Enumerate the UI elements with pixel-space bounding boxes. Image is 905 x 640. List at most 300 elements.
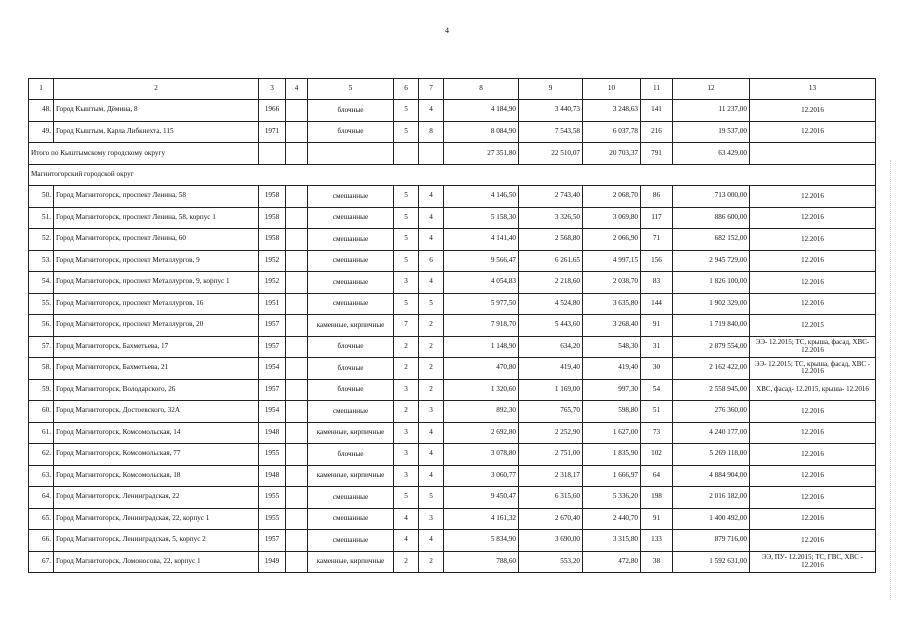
residential-area-cell: 598,80 [583, 401, 641, 423]
address-cell: Город Магнитогорск, Ленинградская, 5, корпус 2 [54, 530, 259, 552]
total-area-cell: 470,80 [444, 358, 519, 380]
wall-material-cell: блочные [308, 121, 394, 143]
row-number: 61. [29, 422, 54, 444]
residents-cell: 51 [641, 401, 673, 423]
table-row [29, 379, 876, 401]
residential-area-cell: 6 037,78 [583, 121, 641, 143]
floors-cell: 3 [394, 272, 419, 294]
repair-term-cell: 12.2016 [750, 465, 876, 487]
repair-term-cell: 12.2016 [750, 229, 876, 251]
wall-material-cell: смешанные [308, 401, 394, 423]
residential-area-cell: 3 268,40 [583, 315, 641, 337]
floors-cell: 2 [394, 551, 419, 573]
col-number-5: 5 [308, 79, 394, 100]
residents-cell: 71 [641, 229, 673, 251]
col-number-1: 1 [29, 79, 54, 100]
empty-cell [286, 250, 308, 272]
page-number: 4 [445, 26, 449, 35]
residents-cell: 91 [641, 315, 673, 337]
cost-cell: 276 360,00 [673, 401, 750, 423]
empty-cell [286, 229, 308, 251]
repair-term-cell: 12.2016 [750, 100, 876, 122]
living-area-cell: 765,70 [519, 401, 583, 423]
table-row [29, 358, 876, 380]
subtotal-total-area: 27 351,80 [444, 143, 519, 165]
entrances-cell: 4 [419, 186, 444, 208]
empty-cell [286, 100, 308, 122]
empty-cell [259, 143, 286, 165]
wall-material-cell: блочные [308, 100, 394, 122]
repair-term-cell: 12.2016 [750, 422, 876, 444]
living-area-cell: 2 568,80 [519, 229, 583, 251]
address-cell: Город Магнитогорск, Володарского, 26 [54, 379, 259, 401]
entrances-cell: 4 [419, 422, 444, 444]
entrances-cell: 4 [419, 465, 444, 487]
year-cell: 1952 [259, 272, 286, 294]
year-cell: 1957 [259, 530, 286, 552]
empty-cell [286, 508, 308, 530]
table-row [29, 444, 876, 466]
row-number: 48. [29, 100, 54, 122]
table-row [29, 530, 876, 552]
table-row [29, 250, 876, 272]
row-number: 55. [29, 293, 54, 315]
total-area-cell: 4 054,83 [444, 272, 519, 294]
floors-cell: 2 [394, 358, 419, 380]
residents-cell: 83 [641, 272, 673, 294]
wall-material-cell: каменные, кирпичные [308, 551, 394, 573]
residential-area-cell: 1 627,00 [583, 422, 641, 444]
residential-area-cell: 2 066,90 [583, 229, 641, 251]
wall-material-cell: смешанные [308, 293, 394, 315]
residential-area-cell: 4 997,15 [583, 250, 641, 272]
total-area-cell: 1 320,60 [444, 379, 519, 401]
repair-term-cell: 12.2016 [750, 272, 876, 294]
cost-cell: 879 716,00 [673, 530, 750, 552]
residents-cell: 30 [641, 358, 673, 380]
residential-area-cell: 3 248,63 [583, 100, 641, 122]
year-cell: 1958 [259, 229, 286, 251]
col-number-12: 12 [673, 79, 750, 100]
col-number-11: 11 [641, 79, 673, 100]
entrances-cell: 6 [419, 250, 444, 272]
residential-area-cell: 3 635,80 [583, 293, 641, 315]
wall-material-cell: блочные [308, 379, 394, 401]
empty-cell [286, 444, 308, 466]
total-area-cell: 788,60 [444, 551, 519, 573]
year-cell: 1955 [259, 444, 286, 466]
living-area-cell: 634,20 [519, 336, 583, 358]
cost-cell: 4 240 177,00 [673, 422, 750, 444]
floors-cell: 2 [394, 336, 419, 358]
year-cell: 1955 [259, 487, 286, 509]
repair-term-cell: ЭЭ- 12.2015; ТС, крыша, фасад, ХВС- 12.2016 [750, 336, 876, 358]
entrances-cell: 4 [419, 229, 444, 251]
empty-cell [286, 358, 308, 380]
address-cell: Город Кыштым, Дёмина, 8 [54, 100, 259, 122]
table-row [29, 207, 876, 229]
entrances-cell: 2 [419, 379, 444, 401]
table-row [29, 315, 876, 337]
address-cell: Город Магнитогорск, Комсомольская, 18 [54, 465, 259, 487]
residents-cell: 73 [641, 422, 673, 444]
wall-material-cell: блочные [308, 336, 394, 358]
row-number: 49. [29, 121, 54, 143]
year-cell: 1955 [259, 508, 286, 530]
row-number: 56. [29, 315, 54, 337]
table-row [29, 293, 876, 315]
repair-term-cell: 12.2016 [750, 487, 876, 509]
address-cell: Город Магнитогорск, Комсомольская, 14 [54, 422, 259, 444]
total-area-cell: 2 692,80 [444, 422, 519, 444]
address-cell: Город Магнитогорск, проспект Металлургов, 16 [54, 293, 259, 315]
wall-material-cell: смешанные [308, 186, 394, 208]
address-cell: Город Магнитогорск, Ломоносова, 22, корпус 1 [54, 551, 259, 573]
table-row [29, 465, 876, 487]
table-row [29, 100, 876, 122]
housing-register-table [28, 78, 876, 573]
row-number: 53. [29, 250, 54, 272]
cost-cell: 1 592 631,00 [673, 551, 750, 573]
living-area-cell: 2 751,00 [519, 444, 583, 466]
residential-area-cell: 3 069,80 [583, 207, 641, 229]
total-area-cell: 9 450,47 [444, 487, 519, 509]
total-area-cell: 892,30 [444, 401, 519, 423]
total-area-cell: 4 141,40 [444, 229, 519, 251]
cost-cell: 2 945 729,00 [673, 250, 750, 272]
repair-term-cell: 12.2016 [750, 444, 876, 466]
living-area-cell: 7 543,58 [519, 121, 583, 143]
wall-material-cell: каменные, кирпичные [308, 315, 394, 337]
wall-material-cell: каменные, кирпичные [308, 422, 394, 444]
year-cell: 1949 [259, 551, 286, 573]
residential-area-cell: 5 336,20 [583, 487, 641, 509]
living-area-cell: 2 318,17 [519, 465, 583, 487]
section-header-row [29, 165, 876, 186]
year-cell: 1957 [259, 315, 286, 337]
year-cell: 1958 [259, 186, 286, 208]
floors-cell: 4 [394, 508, 419, 530]
address-cell: Город Магнитогорск, проспект Ленина, 60 [54, 229, 259, 251]
cost-cell: 4 884 904,00 [673, 465, 750, 487]
repair-term-cell: 12.2015 [750, 315, 876, 337]
entrances-cell: 3 [419, 508, 444, 530]
row-number: 59. [29, 379, 54, 401]
cost-cell: 682 152,00 [673, 229, 750, 251]
address-cell: Город Магнитогорск, Ленинградская, 22, корпус 1 [54, 508, 259, 530]
year-cell: 1957 [259, 379, 286, 401]
empty-cell [286, 465, 308, 487]
residents-cell: 102 [641, 444, 673, 466]
wall-material-cell: смешанные [308, 207, 394, 229]
address-cell: Город Магнитогорск, проспект Металлургов, 9, корпус 1 [54, 272, 259, 294]
empty-cell [286, 207, 308, 229]
table-row [29, 229, 876, 251]
living-area-cell: 3 690,00 [519, 530, 583, 552]
living-area-cell: 419,40 [519, 358, 583, 380]
entrances-cell: 4 [419, 530, 444, 552]
entrances-cell: 5 [419, 487, 444, 509]
year-cell: 1951 [259, 293, 286, 315]
col-number-10: 10 [583, 79, 641, 100]
total-area-cell: 4 161,32 [444, 508, 519, 530]
wall-material-cell: смешанные [308, 530, 394, 552]
row-number: 50. [29, 186, 54, 208]
residents-cell: 38 [641, 551, 673, 573]
residential-area-cell: 472,80 [583, 551, 641, 573]
row-number: 57. [29, 336, 54, 358]
cost-cell: 1 902 329,00 [673, 293, 750, 315]
living-area-cell: 6 315,60 [519, 487, 583, 509]
repair-term-cell: 12.2016 [750, 293, 876, 315]
floors-cell: 7 [394, 315, 419, 337]
residents-cell: 117 [641, 207, 673, 229]
col-number-8: 8 [444, 79, 519, 100]
table-row [29, 551, 876, 573]
total-area-cell: 1 148,90 [444, 336, 519, 358]
total-area-cell: 3 060,77 [444, 465, 519, 487]
table-row [29, 272, 876, 294]
year-cell: 1971 [259, 121, 286, 143]
floors-cell: 3 [394, 379, 419, 401]
repair-term-cell: 12.2016 [750, 401, 876, 423]
entrances-cell: 4 [419, 207, 444, 229]
section-title: Магнитогорский городской округ [29, 165, 876, 186]
table-row [29, 401, 876, 423]
year-cell: 1952 [259, 250, 286, 272]
residents-cell: 54 [641, 379, 673, 401]
residential-area-cell: 2 068,70 [583, 186, 641, 208]
total-area-cell: 5 834,90 [444, 530, 519, 552]
address-cell: Город Магнитогорск, Бахметьева, 17 [54, 336, 259, 358]
living-area-cell: 3 326,50 [519, 207, 583, 229]
wall-material-cell: смешанные [308, 272, 394, 294]
residential-area-cell: 548,30 [583, 336, 641, 358]
living-area-cell: 5 443,60 [519, 315, 583, 337]
empty-cell [286, 422, 308, 444]
col-number-3: 3 [259, 79, 286, 100]
living-area-cell: 2 252,90 [519, 422, 583, 444]
year-cell: 1966 [259, 100, 286, 122]
empty-cell [286, 530, 308, 552]
wall-material-cell: смешанные [308, 250, 394, 272]
address-cell: Город Магнитогорск, проспект Металлургов, 20 [54, 315, 259, 337]
cost-cell: 19 537,00 [673, 121, 750, 143]
address-cell: Город Магнитогорск, Ленинградская, 22 [54, 487, 259, 509]
total-area-cell: 8 084,90 [444, 121, 519, 143]
row-number: 64. [29, 487, 54, 509]
year-cell: 1948 [259, 422, 286, 444]
floors-cell: 3 [394, 465, 419, 487]
entrances-cell: 3 [419, 401, 444, 423]
cost-cell: 2 879 554,00 [673, 336, 750, 358]
wall-material-cell: смешанные [308, 229, 394, 251]
row-number: 67. [29, 551, 54, 573]
floors-cell: 2 [394, 401, 419, 423]
col-number-6: 6 [394, 79, 419, 100]
residents-cell: 156 [641, 250, 673, 272]
residents-cell: 198 [641, 487, 673, 509]
living-area-cell: 553,20 [519, 551, 583, 573]
cost-cell: 11 237,00 [673, 100, 750, 122]
repair-term-cell: 12.2016 [750, 530, 876, 552]
empty-cell [750, 143, 876, 165]
cost-cell: 5 269 118,00 [673, 444, 750, 466]
living-area-cell: 2 743,40 [519, 186, 583, 208]
residents-cell: 31 [641, 336, 673, 358]
floors-cell: 3 [394, 444, 419, 466]
residents-cell: 216 [641, 121, 673, 143]
column-number-row [29, 79, 876, 100]
empty-cell [286, 336, 308, 358]
repair-term-cell: 12.2016 [750, 250, 876, 272]
floors-cell: 5 [394, 186, 419, 208]
cost-cell: 2 162 422,00 [673, 358, 750, 380]
living-area-cell: 3 440,73 [519, 100, 583, 122]
table-row [29, 121, 876, 143]
table-row [29, 508, 876, 530]
entrances-cell: 2 [419, 358, 444, 380]
empty-cell [286, 315, 308, 337]
empty-cell [286, 487, 308, 509]
repair-term-cell: ЭЭ- 12.2015; ТС, крыша, фасад, ХВС - 12.2016 [750, 358, 876, 380]
empty-cell [286, 379, 308, 401]
floors-cell: 5 [394, 207, 419, 229]
floors-cell: 5 [394, 293, 419, 315]
floors-cell: 5 [394, 100, 419, 122]
empty-cell [286, 121, 308, 143]
residential-area-cell: 997,30 [583, 379, 641, 401]
subtotal-cost: 63 429,00 [673, 143, 750, 165]
living-area-cell: 4 524,80 [519, 293, 583, 315]
total-area-cell: 9 566,47 [444, 250, 519, 272]
entrances-cell: 8 [419, 121, 444, 143]
empty-cell [308, 143, 394, 165]
residential-area-cell: 419,40 [583, 358, 641, 380]
entrances-cell: 4 [419, 272, 444, 294]
col-number-13: 13 [750, 79, 876, 100]
row-number: 58. [29, 358, 54, 380]
wall-material-cell: каменные, кирпичные [308, 465, 394, 487]
cost-cell: 2 016 182,00 [673, 487, 750, 509]
floors-cell: 5 [394, 121, 419, 143]
address-cell: Город Магнитогорск, Комсомольская, 77 [54, 444, 259, 466]
row-number: 62. [29, 444, 54, 466]
residents-cell: 144 [641, 293, 673, 315]
empty-cell [419, 143, 444, 165]
empty-cell [286, 186, 308, 208]
subtotal-residential-area: 20 703,37 [583, 143, 641, 165]
row-number: 60. [29, 401, 54, 423]
wall-material-cell: блочные [308, 358, 394, 380]
empty-cell [286, 272, 308, 294]
residential-area-cell: 1 835,90 [583, 444, 641, 466]
year-cell: 1958 [259, 207, 286, 229]
entrances-cell: 5 [419, 293, 444, 315]
repair-term-cell: ХВС, фасад- 12.2015, крыша- 12.2016 [750, 379, 876, 401]
year-cell: 1954 [259, 401, 286, 423]
table-row [29, 422, 876, 444]
subtotal-living-area: 22 510,07 [519, 143, 583, 165]
col-number-7: 7 [419, 79, 444, 100]
entrances-cell: 2 [419, 336, 444, 358]
wall-material-cell: блочные [308, 444, 394, 466]
residents-cell: 86 [641, 186, 673, 208]
row-number: 66. [29, 530, 54, 552]
empty-cell [286, 293, 308, 315]
repair-term-cell: ЭЭ, ПУ- 12.2015; ТС, ГВС, ХВС - 12.2016 [750, 551, 876, 573]
cost-cell: 713 000,00 [673, 186, 750, 208]
floors-cell: 5 [394, 229, 419, 251]
residential-area-cell: 2 440,70 [583, 508, 641, 530]
table-body [29, 79, 876, 573]
residential-area-cell: 2 038,70 [583, 272, 641, 294]
year-cell: 1954 [259, 358, 286, 380]
cost-cell: 1 400 492,00 [673, 508, 750, 530]
living-area-cell: 6 261,65 [519, 250, 583, 272]
table-row [29, 487, 876, 509]
floors-cell: 3 [394, 422, 419, 444]
empty-cell [394, 143, 419, 165]
repair-term-cell: 12.2016 [750, 207, 876, 229]
entrances-cell: 2 [419, 315, 444, 337]
address-cell: Город Магнитогорск, проспект Металлургов, 9 [54, 250, 259, 272]
table-row [29, 186, 876, 208]
living-area-cell: 1 169,00 [519, 379, 583, 401]
entrances-cell: 4 [419, 100, 444, 122]
subtotal-row [29, 143, 876, 165]
cost-cell: 2 558 945,00 [673, 379, 750, 401]
floors-cell: 4 [394, 530, 419, 552]
total-area-cell: 7 918,70 [444, 315, 519, 337]
repair-term-cell: 12.2016 [750, 508, 876, 530]
wall-material-cell: смешанные [308, 508, 394, 530]
floors-cell: 5 [394, 487, 419, 509]
address-cell: Город Магнитогорск, проспект Ленина, 58 [54, 186, 259, 208]
subtotal-label: Итого по Кыштымскому городскому округу [29, 143, 259, 165]
row-number: 51. [29, 207, 54, 229]
year-cell: 1948 [259, 465, 286, 487]
empty-cell [286, 143, 308, 165]
cost-cell: 1 826 100,00 [673, 272, 750, 294]
residents-cell: 91 [641, 508, 673, 530]
residents-cell: 141 [641, 100, 673, 122]
empty-cell [286, 401, 308, 423]
row-number: 54. [29, 272, 54, 294]
repair-term-cell: 12.2016 [750, 121, 876, 143]
total-area-cell: 3 078,80 [444, 444, 519, 466]
total-area-cell: 5 977,50 [444, 293, 519, 315]
repair-term-cell: 12.2016 [750, 186, 876, 208]
total-area-cell: 5 158,30 [444, 207, 519, 229]
living-area-cell: 2 218,60 [519, 272, 583, 294]
table-row [29, 336, 876, 358]
floors-cell: 5 [394, 250, 419, 272]
wall-material-cell: смешанные [308, 487, 394, 509]
subtotal-residents: 791 [641, 143, 673, 165]
address-cell: Город Магнитогорск, проспект Ленина, 58, корпус 1 [54, 207, 259, 229]
total-area-cell: 4 146,50 [444, 186, 519, 208]
residents-cell: 64 [641, 465, 673, 487]
address-cell: Город Магнитогорск, Достоевского, 32А [54, 401, 259, 423]
address-cell: Город Магнитогорск, Бахметьева, 21 [54, 358, 259, 380]
total-area-cell: 4 184,90 [444, 100, 519, 122]
residential-area-cell: 3 315,80 [583, 530, 641, 552]
row-number: 52. [29, 229, 54, 251]
residents-cell: 133 [641, 530, 673, 552]
cost-cell: 1 719 840,00 [673, 315, 750, 337]
col-number-2: 2 [54, 79, 259, 100]
